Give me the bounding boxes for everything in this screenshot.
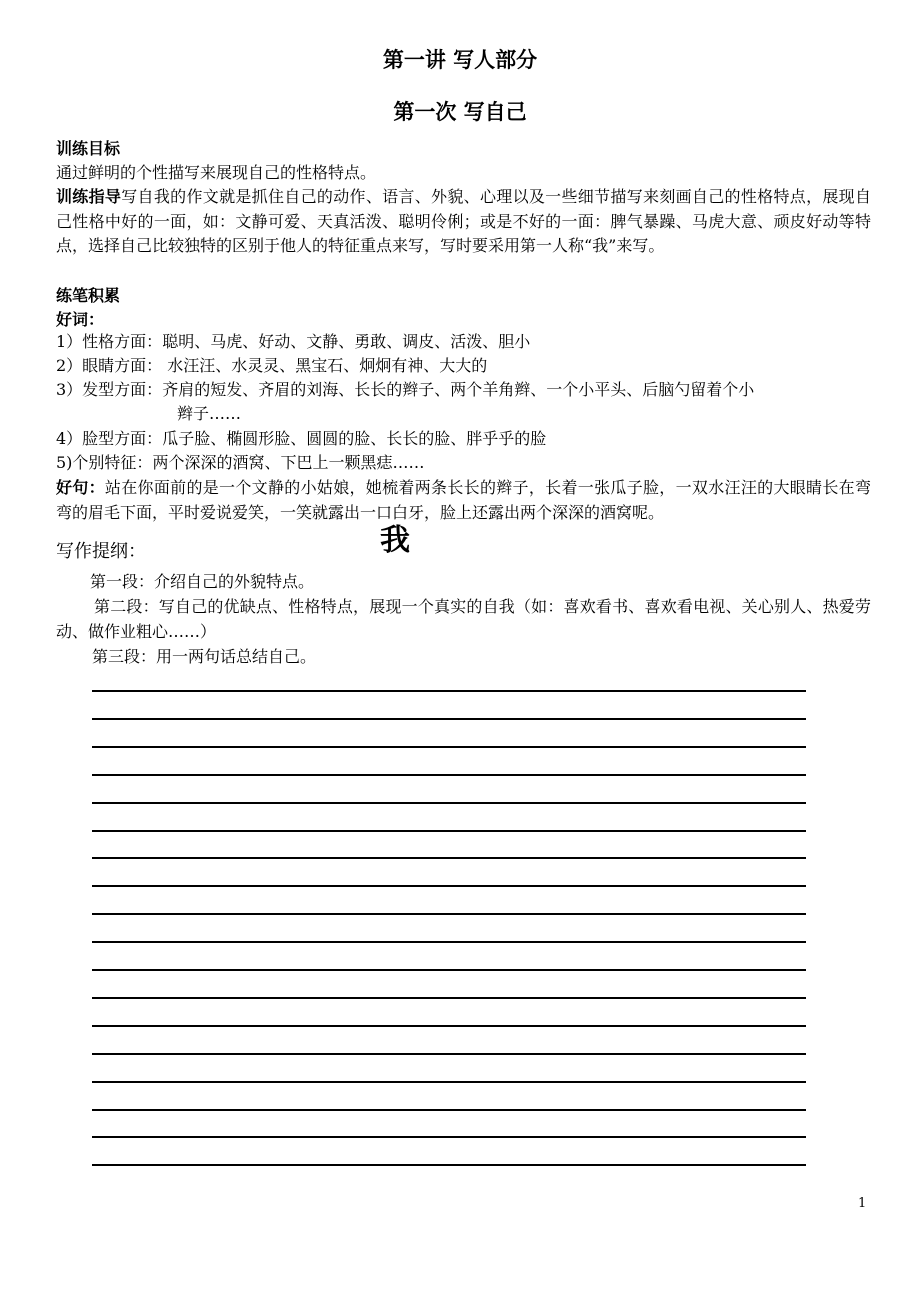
- writing-line: [92, 774, 806, 776]
- good-sentence-paragraph: [56, 476, 871, 525]
- writing-line: [92, 830, 806, 832]
- writing-line: [92, 746, 806, 748]
- writing-line: [92, 1081, 806, 1083]
- outline-heading: 写作提纲：: [56, 541, 146, 562]
- writing-line: [92, 913, 806, 915]
- writing-line: [92, 1136, 806, 1138]
- guidance-heading: 训练指导: [56, 187, 122, 206]
- words-heading: 好词：: [56, 310, 105, 329]
- word-text: 瓜子脸、椭圆形脸、圆圆的脸、长长的脸、胖乎乎的脸: [162, 429, 547, 448]
- outline-para3: 第三段：用一两句话总结自己。: [92, 647, 317, 666]
- writing-line: [92, 718, 806, 720]
- writing-line: [92, 969, 806, 971]
- word-label: 4）脸型方面：: [56, 429, 163, 448]
- outline-para2: 第二段：写自己的优缺点、性格特点，展现一个真实的自我（如：喜欢看书、喜欢看电视、关心别人、热爱劳动、做作业粗心……）: [56, 597, 871, 641]
- goal-text: 通过鲜明的个性描写来展现自己的性格特点。: [56, 163, 377, 182]
- writing-line: [92, 690, 806, 692]
- word-text: 聪明、马虎、好动、文静、勇敢、调皮、活泼、胆小: [162, 332, 531, 351]
- writing-line: [92, 997, 806, 999]
- word-text: 齐肩的短发、齐眉的刘海、长长的辫子、两个羊角辫、一个小平头、后脑勺留着个小: [162, 380, 755, 399]
- sentence-heading: 好句：: [56, 478, 105, 497]
- page-number: 1: [858, 1196, 867, 1211]
- practice-heading: 练笔积累: [56, 286, 121, 305]
- writing-line: [92, 802, 806, 804]
- essay-title: 我: [380, 523, 410, 558]
- word-label: 1）性格方面：: [56, 332, 163, 351]
- word-text: 水汪汪、水灵灵、黑宝石、炯炯有神、大大的: [162, 356, 488, 375]
- word-continuation: 辫子……: [177, 404, 242, 423]
- writing-line: [92, 1053, 806, 1055]
- lecture-title: 第一讲 写人部分: [382, 47, 538, 72]
- word-item: [56, 427, 546, 451]
- writing-line: [92, 857, 806, 859]
- word-text: 两个深深的酒窝、下巴上一颗黑痣……: [152, 453, 425, 472]
- goal-heading: 训练目标: [56, 139, 121, 158]
- word-item: [56, 330, 530, 354]
- writing-line: [92, 885, 806, 887]
- writing-line: [92, 1025, 806, 1027]
- guidance-paragraph: [56, 185, 871, 259]
- word-label: 5)个别特征：: [56, 453, 153, 472]
- word-item: [56, 451, 424, 475]
- word-item: [56, 354, 487, 378]
- word-label: 2）眼睛方面：: [56, 356, 163, 375]
- session-title: 第一次 写自己: [393, 99, 527, 124]
- writing-line: [92, 941, 806, 943]
- writing-line: [92, 1164, 806, 1166]
- guidance-text: 写自我的作文就是抓住自己的动作、语言、外貌、心理以及一些细节描写来刻画自己的性格特点，展现自己性格中好的一面，如：文静可爱、天真活泼、聪明伶俐；或是不好的一面：脾气暴躁、马虎大意、顽皮好动等特点，选择自己比较独特的区别于他人的特征重点来写，写时要采用第一人称“我”来写。: [56, 187, 871, 255]
- word-item: [56, 378, 754, 402]
- outline-para1: 第一段：介绍自己的外貌特点。: [90, 572, 315, 591]
- writing-line: [92, 1109, 806, 1111]
- word-label: 3）发型方面：: [56, 380, 163, 399]
- sentence-text: 站在你面前的是一个文静的小姑娘，她梳着两条长长的辫子，长着一张瓜子脸，一双水汪汪的大眼睛长在弯弯的眉毛下面，平时爱说爱笑，一笑就露出一口白牙，脸上还露出两个深深的酒窝呢。: [56, 478, 871, 522]
